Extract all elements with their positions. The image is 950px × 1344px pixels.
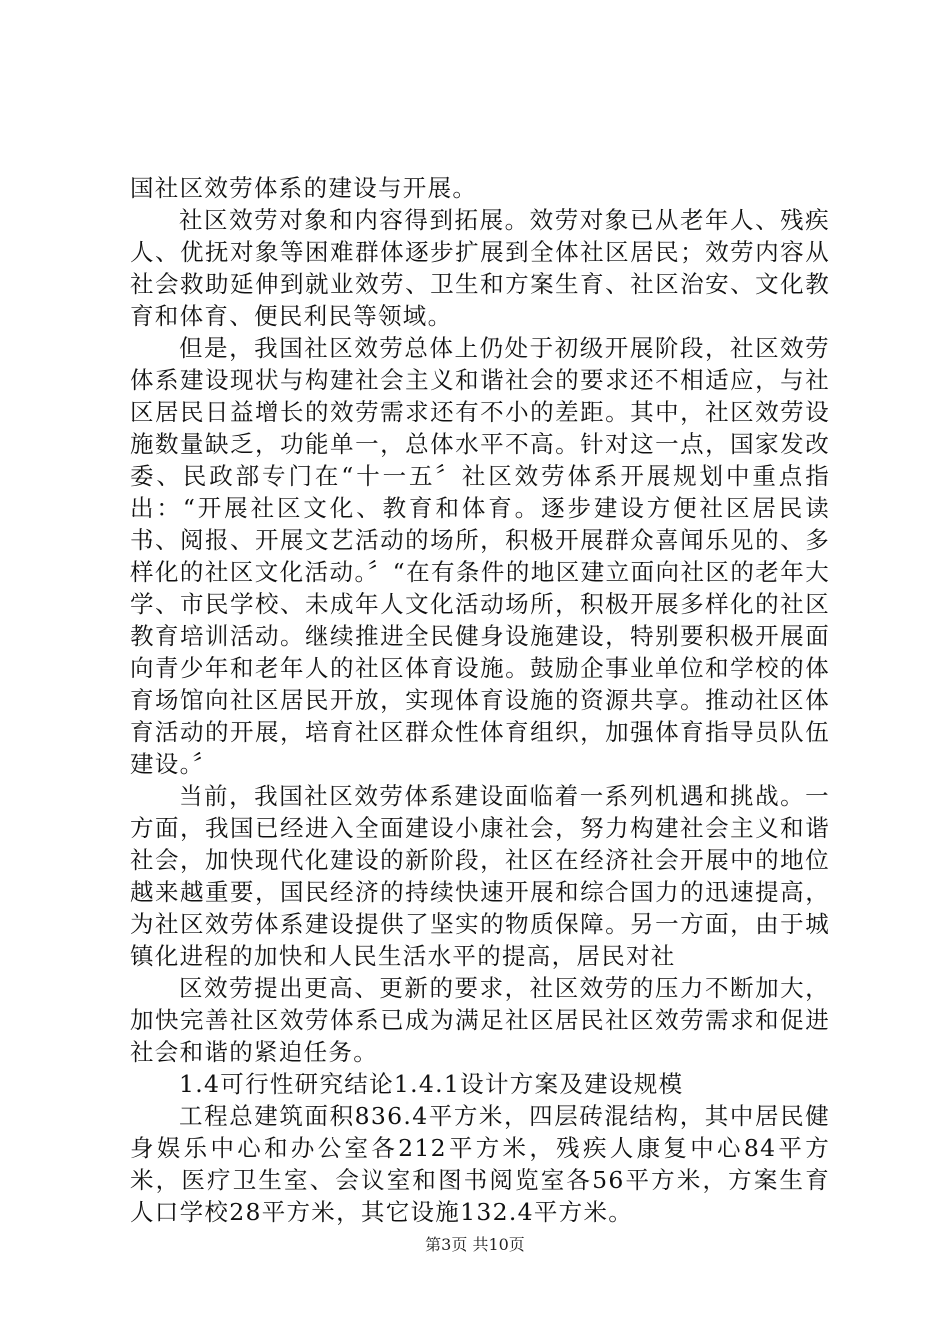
paragraph: 社区效劳对象和内容得到拓展。效劳对象已从老年人、残疾人、优抚对象等困难群体逐步扩展到全体社区居民；效劳内容从社会救助延伸到就业效劳、卫生和方案生育、社区治安、文化教育和体育、便民利民等领域。 xyxy=(130,206,830,330)
paragraph: 但是，我国社区效劳总体上仍处于初级开展阶段，社区效劳体系建设现状与构建社会主义和谐社会的要求还不相适应，与社区居民日益增长的效劳需求还有不小的差距。其中，社区效劳设施数量缺乏，功能单一，总体水平不高。针对这一点，国家发改委、民政部专门在“十一五〞社区效劳体系开展规划中重点指出：“开展社区文化、教育和体育。逐步建设方便社区居民读书、阅报、开展文艺活动的场所，积极开展群众喜闻乐见的、多样化的社区文化活动。〞“在有条件的地区建立面向社区的老年大学、市民学校、未成年人文化活动场所，积极开展多样化的社区教育培训活动。继续推进全民健身设施建设，特别要积极开展面向青少年和老年人的社区体育设施。鼓励企事业单位和学校的体育场馆向社区居民开放，实现体育设施的资源共享。推动社区体育活动的开展，培育社区群众性体育组织，加强体育指导员队伍建设。〞 xyxy=(130,334,830,778)
page-number-footer: 第3页 共10页 xyxy=(425,1235,525,1254)
document-body xyxy=(130,172,830,1228)
paragraph: 工程总建筑面积836.4平方米，四层砖混结构，其中居民健身娱乐中心和办公室各212平方米，残疾人康复中心84平方米，医疗卫生室、会议室和图书阅览室各56平方米，方案生育人口学校28平方米，其它设施132.4平方米。 xyxy=(130,1102,830,1226)
paragraph: 国社区效劳体系的建设与开展。 xyxy=(130,174,478,202)
paragraph: 当前，我国社区效劳体系建设面临着一系列机遇和挑战。一方面，我国已经进入全面建设小康社会，努力构建社会主义和谐社会，加快现代化建设的新阶段，社区在经济社会开展中的地位越来越重要，国民经济的持续快速开展和综合国力的迅速提高，为社区效劳体系建设提供了坚实的物质保障。另一方面，由于城镇化进程的加快和人民生活水平的提高，居民对社 xyxy=(130,782,830,970)
section-heading: 1.4可行性研究结论1.4.1设计方案及建设规模 xyxy=(179,1070,684,1098)
paragraph: 区效劳提出更高、更新的要求，社区效劳的压力不断加大，加快完善社区效劳体系已成为满足社区居民社区效劳需求和促进社会和谐的紧迫任务。 xyxy=(130,974,830,1066)
